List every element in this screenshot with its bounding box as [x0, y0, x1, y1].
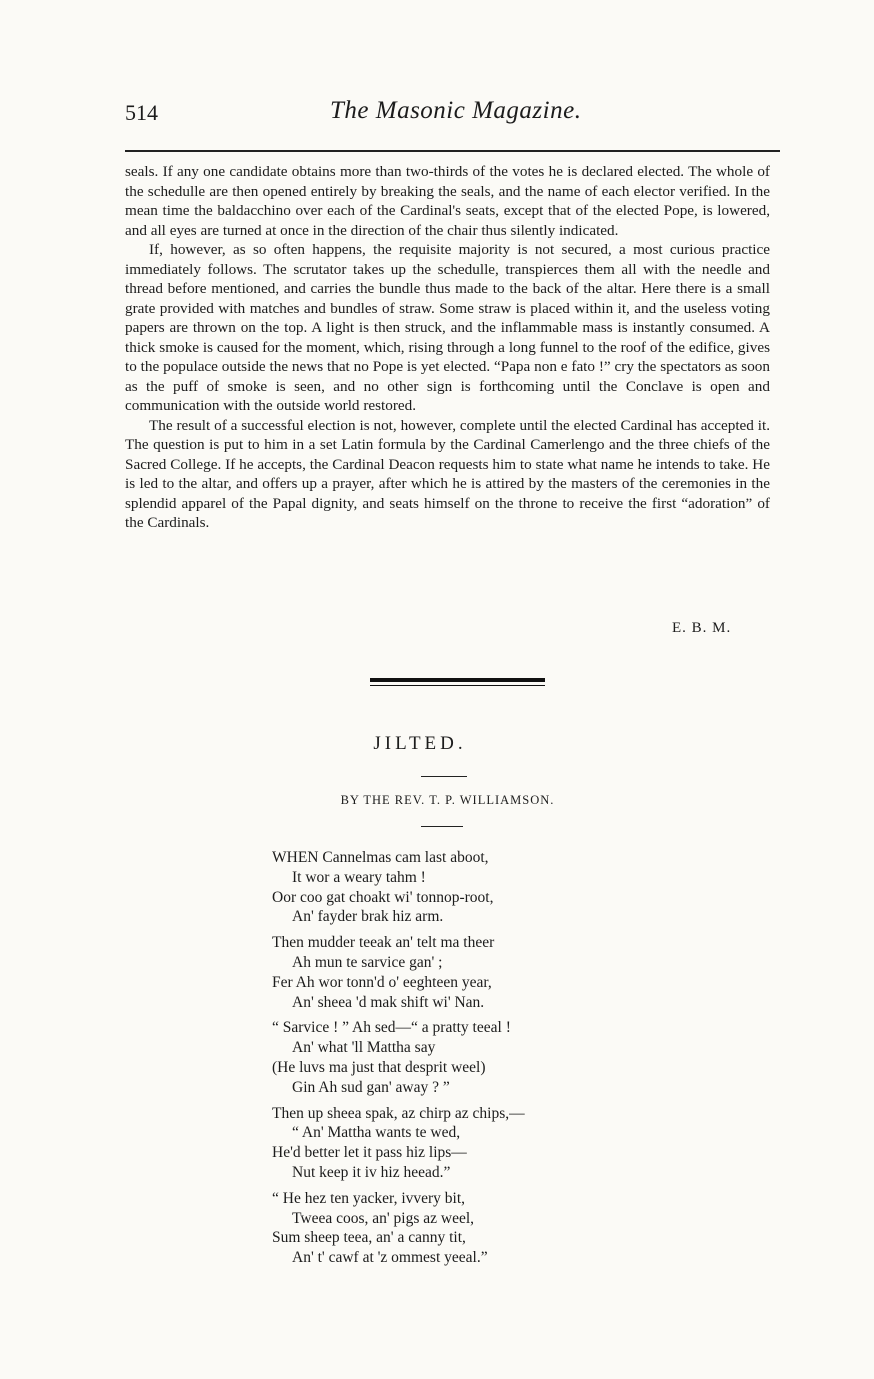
running-title: The Masonic Magazine.	[330, 97, 582, 124]
poem-line: “ An' Mattha wants te wed,	[292, 1124, 461, 1142]
poem-stanza	[272, 1189, 632, 1268]
poem-stanza	[272, 1104, 632, 1183]
poem-line: Ah mun te sarvice gan' ;	[292, 953, 443, 971]
poem-line: Then up sheea spak, az chirp az chips,—	[272, 1104, 525, 1122]
title-rule	[421, 776, 467, 777]
poem-line: An' what 'll Mattha say	[292, 1039, 436, 1057]
poem-line: “ He hez ten yacker, ivvery bit,	[272, 1189, 466, 1207]
poem-line: “ Sarvice ! ” Ah sed—“ a pratty teeal !	[272, 1019, 511, 1037]
poem-title: JILTED.	[373, 733, 467, 754]
poem-byline: BY THE REV. T. P. WILLIAMSON.	[340, 793, 555, 807]
poem-line: Oor coo gat choakt wi' tonnop-root,	[272, 888, 494, 906]
byline-rule	[421, 826, 463, 827]
article-paragraph: seals. If any one candidate obtains more than two-thirds of the votes he is declared elected. The whole of the schedulle are then opened entirely by breaking the seals, and the name of each elector verified. In the mean time the baldacchino over each of the Cardinal's seats, except that of the elected Pope, is lowered, and all eyes are turned at once in the direction of the chair thus silently indicated.	[125, 163, 770, 239]
article-body	[125, 162, 770, 533]
poem-line: (He luvs ma just that desprit weel)	[272, 1058, 486, 1076]
poem-stanza	[272, 1018, 632, 1097]
article-signature: E. B. M.	[672, 620, 732, 636]
poem-line: Gin Ah sud gan' away ? ”	[292, 1078, 450, 1096]
poem-stanza	[272, 848, 632, 927]
header-rule	[125, 150, 780, 152]
poem-line: Then mudder teeak an' telt ma theer	[272, 934, 495, 952]
poem-line: He'd better let it pass hiz lips—	[272, 1144, 467, 1162]
poem-line: Tweea coos, an' pigs az weel,	[292, 1209, 475, 1227]
poem-line: Nut keep it iv hiz heead.”	[292, 1163, 451, 1181]
poem-line: Fer Ah wor tonn'd o' eeghteen year,	[272, 973, 492, 991]
poem-body	[272, 848, 632, 1274]
section-divider-thick	[370, 678, 545, 682]
page-number: 514	[125, 100, 158, 125]
poem-line: An' sheea 'd mak shift wi' Nan.	[292, 993, 485, 1011]
poem-line: WHEN Cannelmas cam last aboot,	[272, 849, 489, 866]
article-paragraph: The result of a successful election is not, however, complete until the elected Cardinal has accepted it. The question is put to him in a set Latin formula by the Cardinal Camerlengo and the three chiefs of the Sacred College. If he accepts, the Cardinal Deacon requests him to state what name he intends to take. He is led to the altar, and offers up a prayer, after which he is attired by the masters of the ceremonies in the splendid apparel of the Papal dignity, and seats himself on the throne to receive the first “adoration” of the Cardinals.	[125, 416, 770, 531]
poem-line: It wor a weary tahm !	[292, 868, 426, 886]
poem-stanza	[272, 933, 632, 1012]
poem-line: An' fayder brak hiz arm.	[292, 908, 444, 926]
article-paragraph: If, however, as so often happens, the requisite majority is not secured, a most curious practice immediately follows. The scrutator takes up the schedulle, transpierces them all with the needle and thread before mentioned, and carries the bundle thus made to the back of the altar. Here there is a small grate provided with matches and bundles of straw. Some straw is placed within it, and the useless voting papers are thrown on the top. A light is then struck, and the inflammable mass is instantly consumed. A thick smoke is caused for the moment, which, rising through a long funnel to the roof of the edifice, gives to the populace outside the news that no Pope is yet elected. “Papa non e fato !” cry the spectators as soon as the puff of smoke is seen, and no other sign is forthcoming until the Conclave is open and communication with the outside world restored.	[125, 241, 770, 414]
poem-line: An' t' cawf at 'z ommest yeeal.”	[292, 1249, 488, 1267]
poem-line: Sum sheep teea, an' a canny tit,	[272, 1229, 466, 1247]
section-divider-thin	[370, 685, 545, 686]
